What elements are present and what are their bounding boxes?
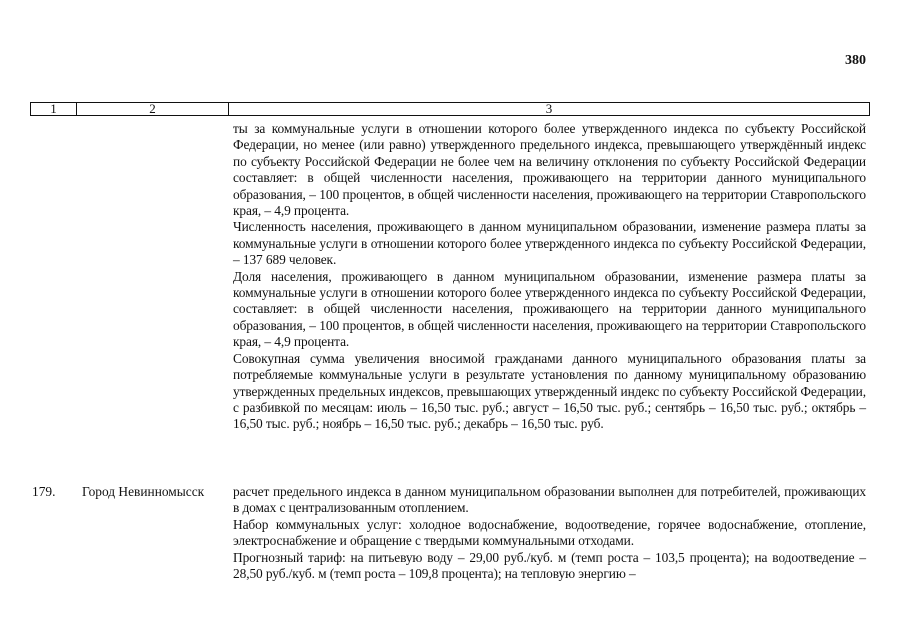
row-number: 179. <box>32 484 56 499</box>
paragraph: Совокупная сумма увеличения вносимой гражданами данного муниципального образования платы за потребляемые коммунальные услуги в результате установления по данному муниципальному образованию утвержденных предельных индексов, превышающих утвержденный индекс по субъекту Российской Федерации, с разбивкой по месяцам: июль – 16,50 тыс. руб.; август – 16,50 тыс. руб.; сентябрь – 16,50 тыс. руб.; октябрь – 16,50 тыс. руб.; ноябрь – 16,50 тыс. руб.; декабрь – 16,50 тыс. руб. <box>233 350 866 432</box>
paragraph: Численность населения, проживающего в данном муниципальном образовании, изменение размера платы за коммунальные услуги в отношении которого более утвержденного индекса по субъекту Российской Федерации, – 137 689 человек. <box>233 219 866 268</box>
paragraph: Набор коммунальных услуг: холодное водоснабжение, водоотведение, горячее водоснабжение, отопление, электроснабжение и обращение с твердыми коммунальными отходами. <box>233 516 866 549</box>
column-header-1: 1 <box>31 103 77 116</box>
column-header-2: 2 <box>77 103 229 116</box>
paragraph: ты за коммунальные услуги в отношении которого более утвержденного индекса по субъекту Российской Федерации, но менее (или равно) утвержденного предельного индекса, превышающего утверждённый индекс по субъекту Российской Федерации не более чем на величину отклонения по субъекту Российской Федерации составляет: в общей численности населения, проживающего на территории данного муниципального образования, – 100 процентов, в общей численности населения, проживающего на территории Ставропольского края, – 4,9 процента. <box>233 121 866 219</box>
municipality-name: Город Невинномысск <box>82 484 205 499</box>
row-content <box>233 484 866 582</box>
page-number: 380 <box>845 53 866 68</box>
column-header-3: 3 <box>229 103 870 116</box>
paragraph: Прогнозный тариф: на питьевую воду – 29,00 руб./куб. м (темп роста – 103,5 процента); на водоотведение – 28,50 руб./куб. м (темп роста – 109,8 процента); на тепловую энергию – <box>233 549 866 582</box>
row-content <box>233 121 866 433</box>
column-header-table <box>30 102 870 116</box>
paragraph: Доля населения, проживающего в данном муниципальном образовании, изменение размера платы за коммунальные услуги в отношении которого более утвержденного индекса по субъекту Российской Федерации, составляет: в общей численности населения, проживающего на территории данного муниципального образования, – 100 процентов, в общей численности населения, проживающего на территории Ставропольского края, – 4,9 процента. <box>233 268 866 350</box>
paragraph: расчет предельного индекса в данном муниципальном образовании выполнен для потребителей, проживающих в домах с централизованным отоплением. <box>233 484 866 516</box>
